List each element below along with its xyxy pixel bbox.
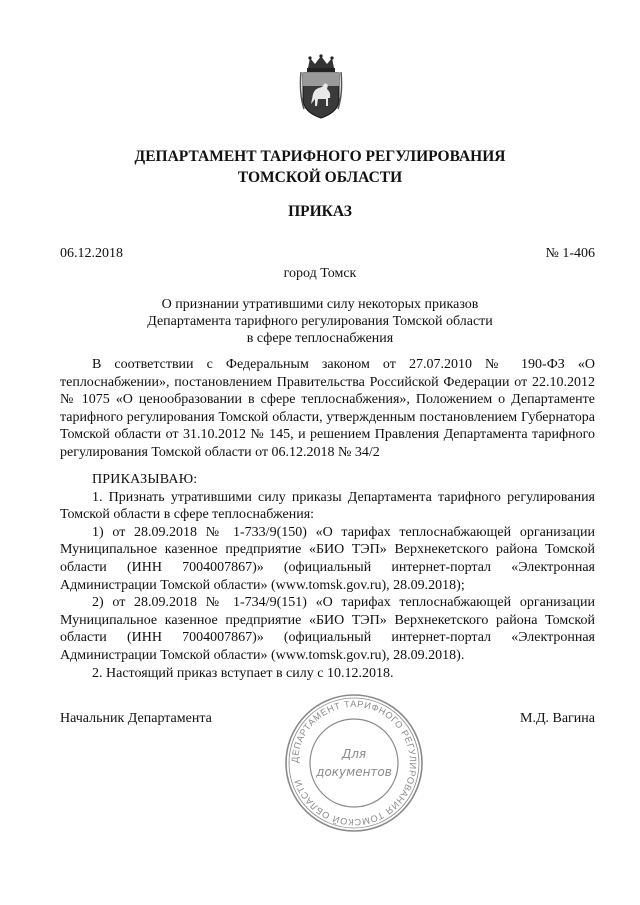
coat-of-arms-icon	[298, 54, 344, 120]
official-stamp	[283, 692, 425, 834]
department-line-1: ДЕПАРТАМЕНТ ТАРИФНОГО РЕГУЛИРОВАНИЯ	[134, 148, 506, 165]
subject-line-3: в сфере теплоснабжения	[246, 331, 394, 346]
subject-line-2: Департамента тарифного регулирования Томской области	[147, 314, 493, 329]
order-subject	[0, 296, 640, 347]
city: город Томск	[283, 266, 357, 281]
orders-heading: ПРИКАЗЫВАЮ:	[92, 472, 198, 487]
department-line-2: ТОМСКОЙ ОБЛАСТИ	[237, 169, 403, 186]
preamble	[60, 356, 595, 462]
order-item-2: 2. Настоящий приказ вступает в силу с 10.12.2018.	[92, 665, 394, 681]
stamp-center-line-2: документов	[316, 765, 392, 779]
department-name	[0, 146, 640, 188]
stamp-ring-text: ДЕПАРТАМЕНТ ТАРИФНОГО РЕГУЛИРОВАНИЯ ТОМСКОЙ ОБЛАСТИ	[289, 698, 419, 828]
order-number: № 1-406	[545, 246, 595, 261]
signatory-name: М.Д. Вагина	[520, 711, 595, 726]
order-item-1-2: 2) от 28.09.2018 № 1-734/9(151) «О тарифах теплоснабжающей организации Муниципальное казенное предприятие «БИО ТЭП» Верхнекетского района Томской области (ИНН 7004007867)» (официальный интернет-портал «Электронная Администрации Томской области» (www.tomsk.gov.ru), 28.09.2018).	[60, 595, 595, 663]
subject-line-1: О признании утратившими силу некоторых приказов	[161, 297, 479, 312]
order-item-1: 1. Признать утратившими силу приказы Департамента тарифного регулирования Томской области в сфере теплоснабжения:	[60, 489, 595, 523]
preamble-text: В соответствии с Федеральным законом от 27.07.2010 № 190-ФЗ «О теплоснабжении», постановлением Правительства Российской Федерации от 22.10.2012 № 1075 «О ценообразовании в сфере теплоснабжения», Положением о Департаменте тарифного регулирования Томской области, утвержденным постановлением Губернатора Томской области от 31.10.2012 № 145, и решением Правления Департамента тарифного регулирования Томской области от 06.12.2018 № 34/2	[60, 357, 595, 460]
order-item-1-1: 1) от 28.09.2018 № 1-733/9(150) «О тарифах теплоснабжающей организации Муниципальное казенное предприятие «БИО ТЭП» Верхнекетского района Томской области (ИНН 7004007867)» (официальный интернет-портал «Электронная Администрации Томской области» (www.tomsk.gov.ru), 28.09.2018);	[60, 524, 595, 593]
order-date: 06.12.2018	[60, 246, 123, 261]
order-title: ПРИКАЗ	[288, 203, 352, 220]
order-items	[60, 471, 595, 682]
signatory-position: Начальник Департамента	[60, 711, 212, 726]
stamp-center-line-1: Для	[341, 747, 367, 761]
